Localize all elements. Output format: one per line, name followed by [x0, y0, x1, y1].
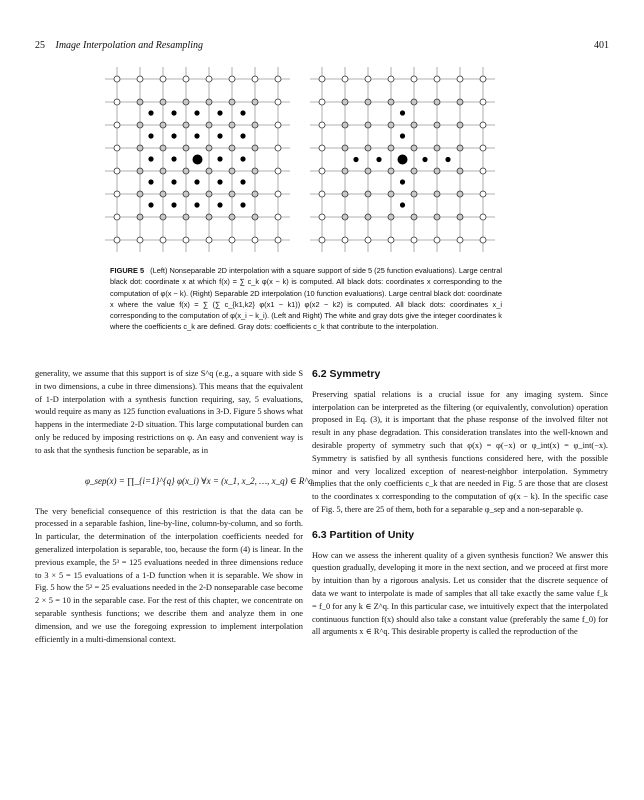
- right-paragraph-1: Preserving spatial relations is a crucial issue for any imaging system. Since interpolation can be interpreted as the filtering (or equivalently, convolution) operation proposed in Eq. (3), it is important that the phase response of the involved filter not result in any phase degradation. This consideration translates into the well-known and desirable property of symmetry such that φ(x) = φ(−x) or φ_int(x) = φ_int(−x). Symmetry is satisfied by all synthesis functions considered here, with the possible minor and very localized exception of nearest-neighbor interpolation. Symmetry implies that the only coefficients c_k that are needed in Fig. 5 are those that are closest to the coordinates x corresponding to the computation of φ(x − k). In the specific case of Fig. 5, there are 25 of them, both for a separable φ_sep and a non-separable φ.: [312, 389, 608, 514]
- coefficient-dot: [183, 99, 189, 105]
- evaluation-dot: [171, 156, 176, 161]
- figure-caption: [110, 265, 502, 333]
- coefficient-dot: [319, 122, 325, 128]
- coefficient-dot: [206, 168, 212, 174]
- coefficient-dot: [183, 168, 189, 174]
- coefficient-dot: [319, 191, 325, 197]
- coefficient-dot: [457, 99, 463, 105]
- right-column: [312, 368, 608, 639]
- coefficient-dot: [206, 122, 212, 128]
- evaluation-dot: [376, 157, 381, 162]
- coefficient-dot: [275, 214, 281, 220]
- evaluation-dot: [148, 179, 153, 184]
- coefficient-dot: [229, 237, 235, 243]
- figure-caption-text: (Left) Nonseparable 2D interpolation with a square support of side 5 (25 function evaluations). Large central black dot: coordinate x at which f(x) = ∑ c_k φ(x − k) is computed. All black dots: coordinates x corresponding to the computation of φ(x − k). (Right) Separable 2D interpolation (10 function evaluations). Large central black dot: coordinate x where the value f(x) = ∑ (∑ c_{k1,k2} φ(x1 − k1)) φ(x2 − k2) is computed. All black dots: coordinates x_i corresponding to the computation of φ(x_i − k_i). (Left and Right) The white and gray dots give the integer coordinates k where the coefficients c_k are defined. Gray dots: coefficients c_k that contribute to the interpolation.: [110, 266, 502, 332]
- coefficient-dot: [480, 122, 486, 128]
- coefficient-dot: [206, 76, 212, 82]
- coefficient-dot: [275, 99, 281, 105]
- coefficient-dot: [275, 76, 281, 82]
- coefficient-dot: [114, 76, 120, 82]
- coefficient-dot: [342, 76, 348, 82]
- coefficient-dot: [160, 99, 166, 105]
- coefficient-dot: [114, 191, 120, 197]
- coefficient-dot: [365, 168, 371, 174]
- coefficient-dot: [183, 214, 189, 220]
- coefficient-dot: [434, 191, 440, 197]
- coefficient-dot: [206, 99, 212, 105]
- coefficient-dot: [183, 122, 189, 128]
- coefficient-dot: [183, 191, 189, 197]
- coefficient-dot: [411, 214, 417, 220]
- coefficient-dot: [137, 76, 143, 82]
- left-paragraph-2: The very beneficial consequence of this restriction is that the data can be processed in a separable fashion, line-by-line, column-by-column, and so forth. In particular, the determination of the interpolation coefficients needed for generalized interpolation is separable, too, because the form (4) is linear. In the previous example, the 5³ = 125 evaluations needed in three dimensions reduce to 3 × 5 = 15 evaluations of a 1-D function when it is separable. We show in Fig. 5 how the 5² = 25 evaluations needed in the 2-D nonseparable case become 2 × 5 = 10 in the separable case. For the rest of this chapter, we concentrate on separable synthesis functions; we describe them and analyze them in one dimension, and we use the foregoing expression to implement interpolation efficiently in a multi-dimensional context.: [35, 506, 303, 644]
- coefficient-dot: [160, 145, 166, 151]
- figure-right-panel: [310, 67, 495, 252]
- page-number: 401: [594, 40, 609, 51]
- coefficient-dot: [275, 191, 281, 197]
- coefficient-dot: [365, 99, 371, 105]
- coefficient-dot: [342, 99, 348, 105]
- evaluation-dot: [240, 179, 245, 184]
- coefficient-dot: [434, 76, 440, 82]
- coefficient-dot: [411, 76, 417, 82]
- coefficient-dot: [319, 76, 325, 82]
- evaluation-dot: [240, 202, 245, 207]
- coefficient-dot: [160, 237, 166, 243]
- coefficient-dot: [114, 168, 120, 174]
- coefficient-dot: [137, 237, 143, 243]
- coefficient-dot: [434, 99, 440, 105]
- chapter-title: Image Interpolation and Resampling: [55, 40, 203, 51]
- coefficient-dot: [275, 168, 281, 174]
- coefficient-dot: [411, 122, 417, 128]
- coefficient-dot: [365, 237, 371, 243]
- evaluation-dot: [217, 133, 222, 138]
- coefficient-dot: [252, 168, 258, 174]
- coefficient-dot: [411, 191, 417, 197]
- coefficient-dot: [137, 168, 143, 174]
- evaluation-dot: [148, 133, 153, 138]
- evaluation-dot: [194, 133, 199, 138]
- coefficient-dot: [252, 237, 258, 243]
- separable-equation: [35, 465, 315, 499]
- coefficient-dot: [160, 191, 166, 197]
- coefficient-dot: [388, 122, 394, 128]
- evaluation-dot: [400, 179, 405, 184]
- coefficient-dot: [365, 145, 371, 151]
- coefficient-dot: [252, 76, 258, 82]
- coefficient-dot: [319, 237, 325, 243]
- evaluation-dot: [217, 202, 222, 207]
- coefficient-dot: [342, 145, 348, 151]
- left-column: [35, 368, 315, 646]
- figure-5: [0, 66, 644, 264]
- coefficient-dot: [275, 145, 281, 151]
- coefficient-dot: [160, 122, 166, 128]
- coefficient-dot: [206, 214, 212, 220]
- coefficient-dot: [457, 76, 463, 82]
- evaluation-dot: [353, 157, 358, 162]
- evaluation-dot: [240, 133, 245, 138]
- evaluation-dot: [217, 179, 222, 184]
- figure-5-graphic: [0, 66, 644, 264]
- running-head: [35, 40, 609, 51]
- coefficient-dot: [434, 214, 440, 220]
- section-heading-symmetry: 6.2 Symmetry: [312, 368, 381, 380]
- coefficient-dot: [342, 122, 348, 128]
- coefficient-dot: [137, 99, 143, 105]
- coefficient-dot: [480, 145, 486, 151]
- coefficient-dot: [252, 214, 258, 220]
- coefficient-dot: [434, 145, 440, 151]
- coefficient-dot: [114, 99, 120, 105]
- coefficient-dot: [434, 237, 440, 243]
- coefficient-dot: [319, 214, 325, 220]
- evaluation-dot: [171, 179, 176, 184]
- equation-text: φ_sep(x) = ∏_{i=1}^{q} φ(x_i) ∀x = (x_1, x_2, …, x_q) ∈ R^q.: [85, 475, 315, 486]
- coefficient-dot: [183, 76, 189, 82]
- coefficient-dot: [114, 237, 120, 243]
- evaluation-dot: [148, 110, 153, 115]
- coefficient-dot: [411, 99, 417, 105]
- coefficient-dot: [252, 145, 258, 151]
- coefficient-dot: [411, 168, 417, 174]
- evaluation-dot: [240, 110, 245, 115]
- coefficient-dot: [137, 145, 143, 151]
- coefficient-dot: [411, 145, 417, 151]
- left-paragraph-1: generality, we assume that this support is of size S^q (e.g., a square with side S in two dimensions, a cube in three dimensions). This means that the equivalent of 1-D interpolation with a synthesis function requiring, say, 5 evaluations, would require as many as 125 function evaluations in 3-D. Figure 5 shows what happens in the intermediate 2-D situation. This large computational burden can only be reduced by imposing restrictions on φ. An easy and convenient way is to ask that the synthesis function be separable, as in: [35, 369, 303, 455]
- coefficient-dot: [365, 122, 371, 128]
- central-point: [193, 155, 203, 165]
- coefficient-dot: [434, 168, 440, 174]
- coefficient-dot: [252, 191, 258, 197]
- evaluation-dot: [171, 110, 176, 115]
- coefficient-dot: [342, 237, 348, 243]
- coefficient-dot: [137, 122, 143, 128]
- coefficient-dot: [160, 76, 166, 82]
- evaluation-dot: [171, 202, 176, 207]
- coefficient-dot: [229, 214, 235, 220]
- coefficient-dot: [457, 145, 463, 151]
- chapter-number: 25: [35, 40, 45, 51]
- coefficient-dot: [183, 145, 189, 151]
- coefficient-dot: [342, 168, 348, 174]
- coefficient-dot: [480, 191, 486, 197]
- coefficient-dot: [275, 237, 281, 243]
- coefficient-dot: [480, 237, 486, 243]
- coefficient-dot: [160, 214, 166, 220]
- coefficient-dot: [388, 145, 394, 151]
- coefficient-dot: [457, 168, 463, 174]
- coefficient-dot: [388, 191, 394, 197]
- coefficient-dot: [388, 99, 394, 105]
- coefficient-dot: [319, 99, 325, 105]
- coefficient-dot: [457, 122, 463, 128]
- coefficient-dot: [229, 76, 235, 82]
- coefficient-dot: [229, 122, 235, 128]
- coefficient-dot: [137, 214, 143, 220]
- figure-left-panel: [105, 67, 290, 252]
- coefficient-dot: [183, 237, 189, 243]
- evaluation-dot: [400, 133, 405, 138]
- coefficient-dot: [252, 122, 258, 128]
- central-point: [398, 155, 408, 165]
- coefficient-dot: [342, 191, 348, 197]
- coefficient-dot: [229, 99, 235, 105]
- coefficient-dot: [206, 191, 212, 197]
- coefficient-dot: [365, 214, 371, 220]
- coefficient-dot: [114, 145, 120, 151]
- coefficient-dot: [160, 168, 166, 174]
- coefficient-dot: [229, 191, 235, 197]
- evaluation-dot: [148, 202, 153, 207]
- section-heading-partition: 6.3 Partition of Unity: [312, 528, 415, 541]
- coefficient-dot: [388, 76, 394, 82]
- evaluation-dot: [194, 202, 199, 207]
- coefficient-dot: [480, 99, 486, 105]
- coefficient-dot: [229, 168, 235, 174]
- evaluation-dot: [194, 179, 199, 184]
- evaluation-dot: [194, 110, 199, 115]
- coefficient-dot: [388, 237, 394, 243]
- coefficient-dot: [480, 76, 486, 82]
- evaluation-dot: [240, 156, 245, 161]
- coefficient-dot: [434, 122, 440, 128]
- coefficient-dot: [114, 122, 120, 128]
- right-paragraph-2: How can we assess the inherent quality of a given synthesis function? We answer this question gradually, developing it more in the next section, and we proceed at first more by intuition than by a rigorous analysis. Let us consider that the discrete sequence of data we want to interpolate is made of samples that all take exactly the same value f_k = f_0 for any k ∈ Z^q. In this particular case, we intuitively expect that the interpolated continuous function f(x) should also take a constant value (preferably the same f_0) for all arguments x ∈ R^q. This desirable property is called the reproduction of the: [312, 550, 608, 637]
- coefficient-dot: [365, 76, 371, 82]
- coefficient-dot: [480, 168, 486, 174]
- evaluation-dot: [217, 156, 222, 161]
- coefficient-dot: [319, 168, 325, 174]
- evaluation-dot: [171, 133, 176, 138]
- evaluation-dot: [422, 157, 427, 162]
- coefficient-dot: [206, 145, 212, 151]
- coefficient-dot: [457, 191, 463, 197]
- coefficient-dot: [388, 168, 394, 174]
- coefficient-dot: [457, 237, 463, 243]
- coefficient-dot: [206, 237, 212, 243]
- coefficient-dot: [388, 214, 394, 220]
- evaluation-dot: [217, 110, 222, 115]
- coefficient-dot: [114, 214, 120, 220]
- evaluation-dot: [148, 156, 153, 161]
- coefficient-dot: [480, 214, 486, 220]
- figure-label: FIGURE 5: [110, 266, 145, 275]
- coefficient-dot: [457, 214, 463, 220]
- evaluation-dot: [445, 157, 450, 162]
- evaluation-dot: [400, 110, 405, 115]
- coefficient-dot: [252, 99, 258, 105]
- coefficient-dot: [365, 191, 371, 197]
- coefficient-dot: [137, 191, 143, 197]
- coefficient-dot: [319, 145, 325, 151]
- coefficient-dot: [411, 237, 417, 243]
- coefficient-dot: [229, 145, 235, 151]
- evaluation-dot: [400, 202, 405, 207]
- coefficient-dot: [342, 214, 348, 220]
- coefficient-dot: [275, 122, 281, 128]
